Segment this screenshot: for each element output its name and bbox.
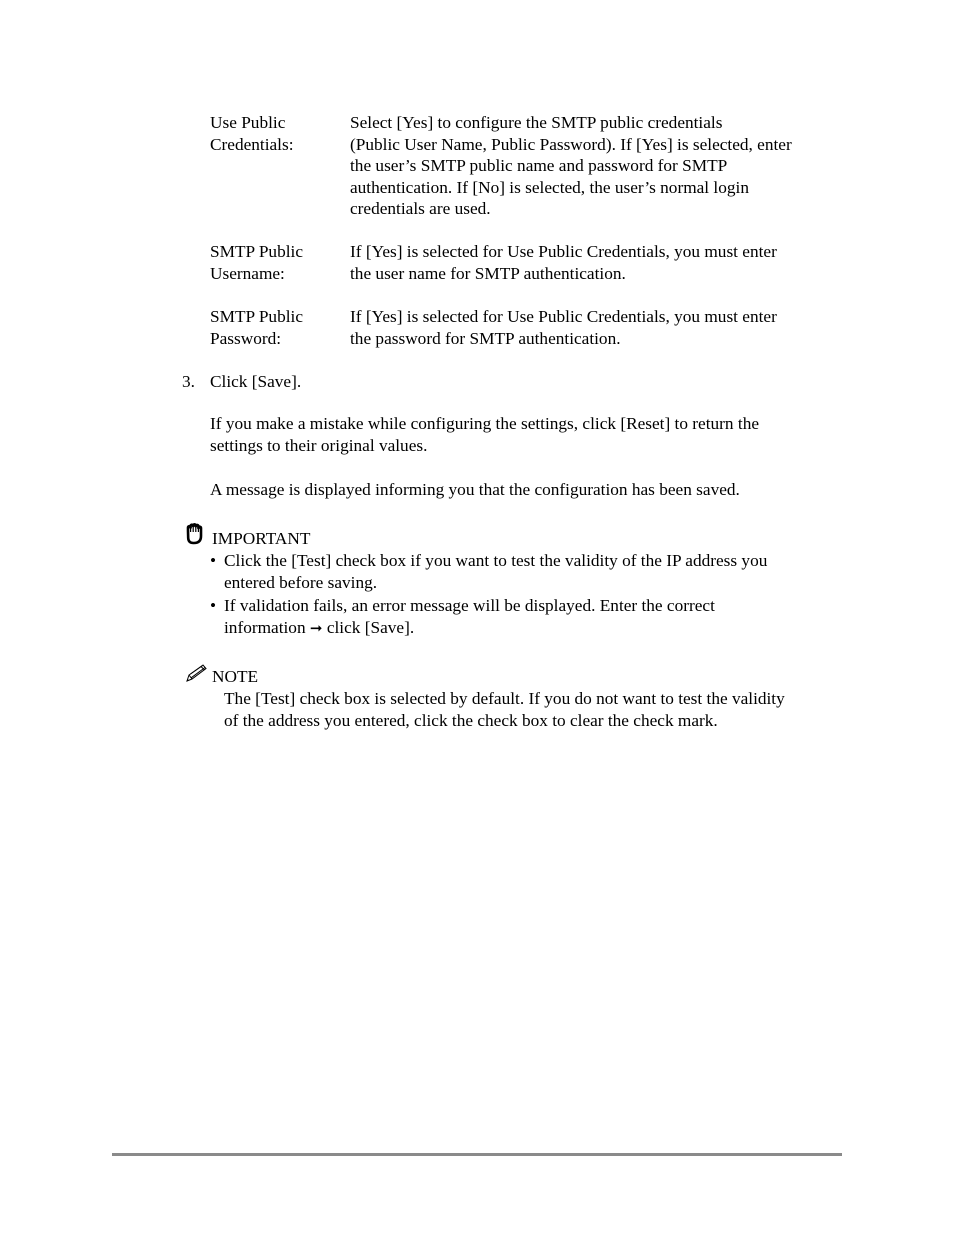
- footer-divider: [112, 1153, 842, 1156]
- definition-desc-smtp-public-password: [350, 306, 840, 349]
- list-item: [210, 550, 840, 593]
- term-line: Use Public: [210, 113, 286, 132]
- note-line: The [Test] check box is selected by default. If you do not want to test the validity: [224, 689, 785, 708]
- desc-line: If [Yes] is selected for Use Public Credentials, you must enter: [350, 307, 777, 326]
- term-line: Username:: [210, 263, 285, 283]
- term-line: SMTP Public: [210, 307, 303, 326]
- paragraph-line: If you make a mistake while configuring the settings, click [Reset] to return the: [210, 414, 760, 433]
- note-label: NOTE: [212, 667, 259, 686]
- note-body: [224, 688, 844, 731]
- list-item: [210, 595, 840, 639]
- step-reset-paragraph: [210, 413, 840, 456]
- term-line: SMTP Public: [210, 242, 303, 261]
- desc-line: Select [Yes] to configure the SMTP public credentials: [350, 113, 723, 132]
- pencil-icon: [184, 662, 210, 690]
- paragraph-line: settings to their original values.: [210, 435, 428, 455]
- bullet-mark: •: [210, 551, 217, 570]
- bullet-line: If validation fails, an error message will be displayed. Enter the correct: [224, 596, 715, 615]
- bullet-line: [224, 617, 840, 640]
- important-bullet-list: [210, 550, 840, 639]
- term-line: Password:: [210, 328, 282, 348]
- bullet-mark: •: [210, 596, 217, 615]
- note-line: of the address you entered, click the check box to clear the check mark.: [224, 710, 718, 730]
- desc-line: credentials are used.: [350, 199, 491, 218]
- definition-term-smtp-public-username: [210, 241, 345, 284]
- step-number: 3.: [182, 372, 195, 391]
- definition-desc-use-public-credentials: [350, 112, 840, 220]
- desc-line: (Public User Name, Public Password). If [Yes] is selected, enter: [350, 134, 792, 154]
- definition-desc-smtp-public-username: [350, 241, 840, 284]
- desc-line: authentication. If [No] is selected, the user’s normal login: [350, 177, 749, 197]
- arrow-right-icon: ➞: [309, 618, 323, 637]
- desc-line: the password for SMTP authentication.: [350, 328, 621, 348]
- definition-term-smtp-public-password: [210, 306, 345, 349]
- desc-line: the user name for SMTP authentication.: [350, 263, 626, 283]
- bullet-line-text: click [Save].: [326, 617, 415, 637]
- step-saved-message-paragraph: A message is displayed informing you that the configuration has been saved.: [210, 480, 740, 499]
- important-label: IMPORTANT: [212, 529, 311, 548]
- bullet-line: entered before saving.: [224, 572, 378, 592]
- step-text: Click [Save].: [210, 372, 302, 391]
- bullet-line: Click the [Test] check box if you want to test the validity of the IP address you: [224, 551, 768, 570]
- bullet-line-text: information: [224, 617, 306, 637]
- definition-term-use-public-credentials: [210, 112, 345, 155]
- desc-line: the user’s SMTP public name and password for SMTP: [350, 156, 728, 175]
- hand-stop-icon: [183, 522, 207, 552]
- desc-line: If [Yes] is selected for Use Public Credentials, you must enter: [350, 242, 777, 261]
- term-line: Credentials:: [210, 134, 294, 154]
